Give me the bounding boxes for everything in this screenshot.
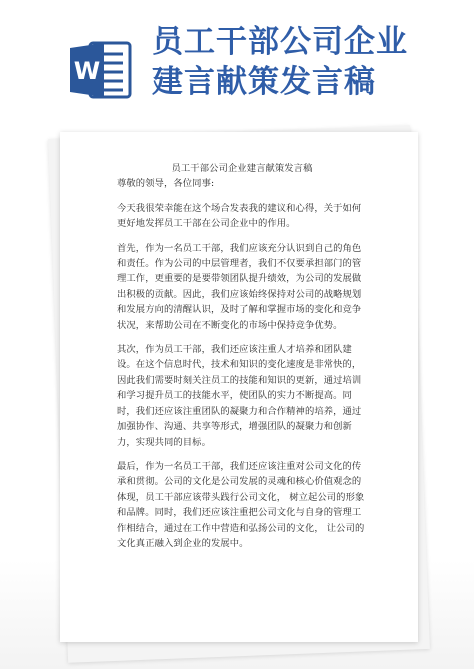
document-paragraph-1: 今天我很荣幸能在这个场合发表我的建议和心得，关于如何更好地发挥员工干部在公司企业中的作用。 (117, 202, 362, 230)
document-page (60, 132, 418, 642)
word-document-icon (68, 40, 132, 100)
document-paragraph-2: 首先，作为一名员工干部，我们应该充分认识到自己的角色和责任。作为公司的中层管理者，我们不仅要承担部门的管理工作，更重要的是要带领团队提升绩效，为公司的发展做出积极的贡献。因此，我们应该始终保持对公司的战略规划和发展方向的清醒认识，及时了解和掌握市场的变化和竞争状况，来帮助公司在不断变化的市场中保持竞争优势。 (117, 242, 362, 331)
document-paragraph-4: 最后，作为一名员工干部，我们还应该注重对公司文化的传承和贯彻。公司的文化是公司发展的灵魂和核心价值观念的体现，员工干部应该带头践行公司文化， 树立起公司的形象和品牌。同时，我们还应该注重把公司文化与自身的管理工作相结合，通过在工作中营造和弘扬公司的文化， 让公司的文化真正融入到企业的发展中。 (117, 460, 365, 549)
document-title: 员工干部公司企业建言献策发言稿 (171, 163, 313, 174)
page-title-line-2: 建言献策发言稿 (152, 64, 376, 100)
word-icon-letter: W (73, 57, 101, 85)
page-title (152, 22, 472, 102)
document-body (117, 161, 367, 560)
document-paragraph-3: 其次，作为员工干部，我们还应该注重人才培养和团队建设。在这个信息时代，技术和知识的变化速度是非常快的，因此我们需要时刻关注员工的技能和知识的更新，通过培训和学习提升员工的技能水平，使团队的实力不断提高。同时，我们还应该注重团队的凝聚力和合作精神的培养，通过加强协作、沟通、共享等形式，增强团队的凝聚力和创新力，实现共同的目标。 (117, 344, 362, 448)
page-title-line-1: 员工干部公司企业 (152, 24, 408, 60)
page-header (0, 0, 474, 125)
document-greeting: 尊敬的领导，各位同事: (117, 178, 215, 190)
